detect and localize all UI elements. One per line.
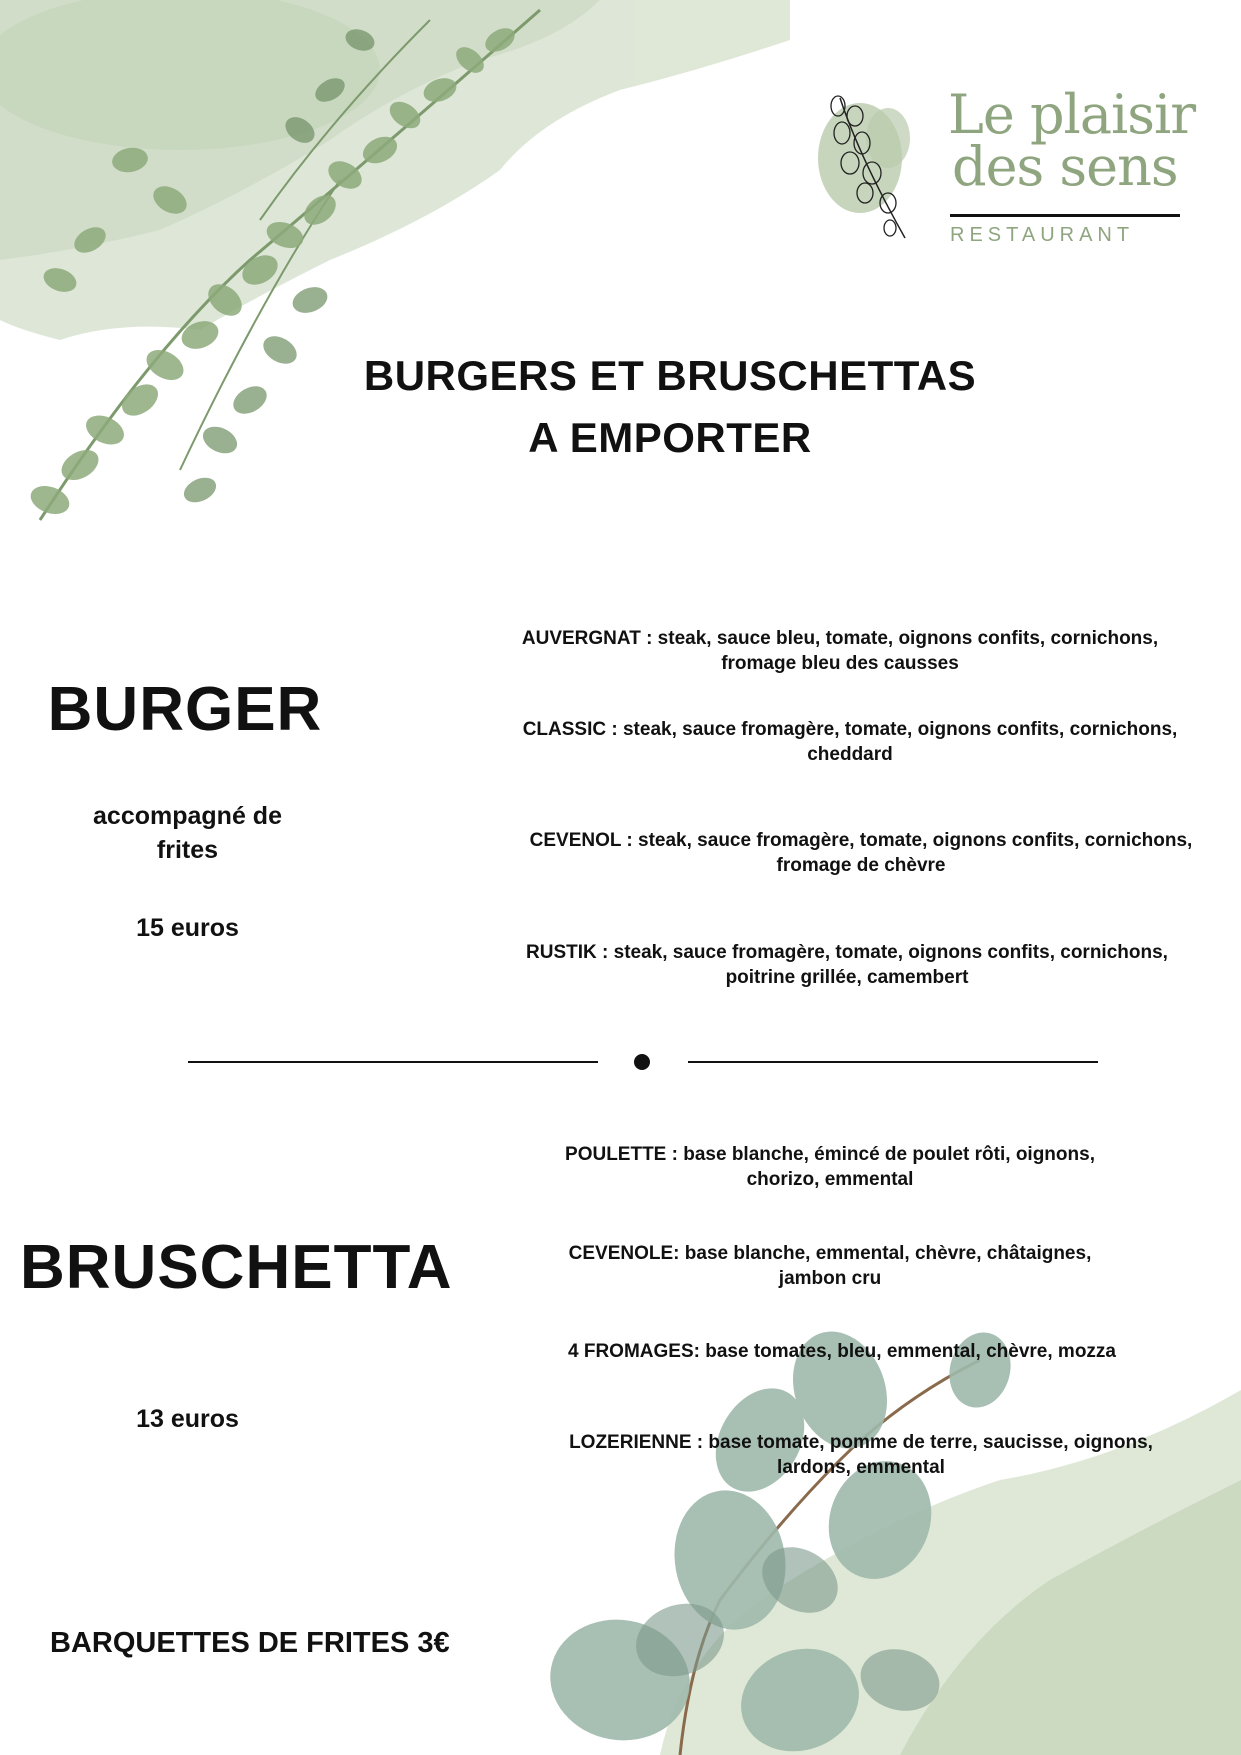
logo-subtitle: RESTAURANT: [950, 224, 1135, 246]
burger-accompaniment: [55, 799, 320, 867]
burger-item-3-line2: fromage de chèvre: [776, 855, 946, 876]
burger-item-2-line1: CLASSIC : steak, sauce fromagère, tomate, oignons confits, cornichons,: [522, 719, 1178, 740]
burger-item-2: [500, 717, 1200, 767]
bruschetta-item-4-line1: LOZERIENNE : base tomate, pomme de terre, saucisse, oignons,: [569, 1432, 1153, 1453]
burger-item-1-line1: AUVERGNAT : steak, sauce bleu, tomate, oignons confits, cornichons,: [521, 628, 1159, 649]
burger-price: 15 euros: [136, 914, 239, 942]
bruschetta-item-4-line2: lardons, emmental: [777, 1457, 945, 1478]
bruschetta-item-3: [492, 1339, 1192, 1364]
bruschetta-item-2-line2: jambon cru: [778, 1268, 882, 1289]
page-title-line2: A EMPORTER: [528, 414, 812, 461]
page-title-line1: BURGERS ET BRUSCHETTAS: [363, 352, 977, 399]
burger-item-2-line2: cheddard: [807, 744, 893, 765]
burger-item-1: [490, 626, 1190, 676]
divider-dot: [634, 1054, 650, 1070]
burger-item-4: [497, 940, 1197, 990]
burger-heading: BURGER: [47, 675, 323, 744]
burger-item-4-line1: RUSTIK : steak, sauce fromagère, tomate, oignons confits, cornichons,: [526, 942, 1168, 963]
burger-accompaniment-line2: frites: [156, 836, 219, 864]
bruschetta-heading: BRUSCHETTA: [20, 1233, 453, 1302]
bruschetta-item-2: [480, 1241, 1180, 1291]
branch-icon: [810, 88, 920, 248]
bruschetta-item-1-line2: chorizo, emmental: [746, 1169, 914, 1190]
burger-item-3: [511, 828, 1211, 878]
page-title: [300, 345, 1040, 469]
bruschetta-item-3-line1: 4 FROMAGES: base tomates, bleu, emmental, chèvre, mozza: [568, 1341, 1116, 1362]
logo-underline: [950, 214, 1180, 217]
burger-item-4-line2: poitrine grillée, camembert: [725, 967, 969, 988]
bruschetta-item-1-line1: POULETTE : base blanche, émincé de poulet rôti, oignons,: [565, 1144, 1095, 1165]
bruschetta-item-4: [511, 1430, 1211, 1480]
burger-item-1-line2: fromage bleu des causses: [721, 653, 959, 674]
burger-item-3-line1: CEVENOL : steak, sauce fromagère, tomate, oignons confits, cornichons,: [529, 830, 1193, 851]
divider-left: [188, 1061, 598, 1063]
burger-accompaniment-line1: accompagné de: [93, 802, 282, 830]
logo-line1: Le plaisir: [948, 83, 1196, 146]
fries-offer: BARQUETTES DE FRITES 3€: [50, 1627, 450, 1659]
bruschetta-price: 13 euros: [136, 1405, 239, 1433]
bruschetta-item-1: [480, 1142, 1180, 1192]
logo-line2: des sens: [952, 135, 1178, 198]
logo: [810, 83, 1196, 248]
divider-right: [688, 1061, 1098, 1063]
bruschetta-item-2-line1: CEVENOLE: base blanche, emmental, chèvre, châtaignes,: [568, 1243, 1092, 1264]
